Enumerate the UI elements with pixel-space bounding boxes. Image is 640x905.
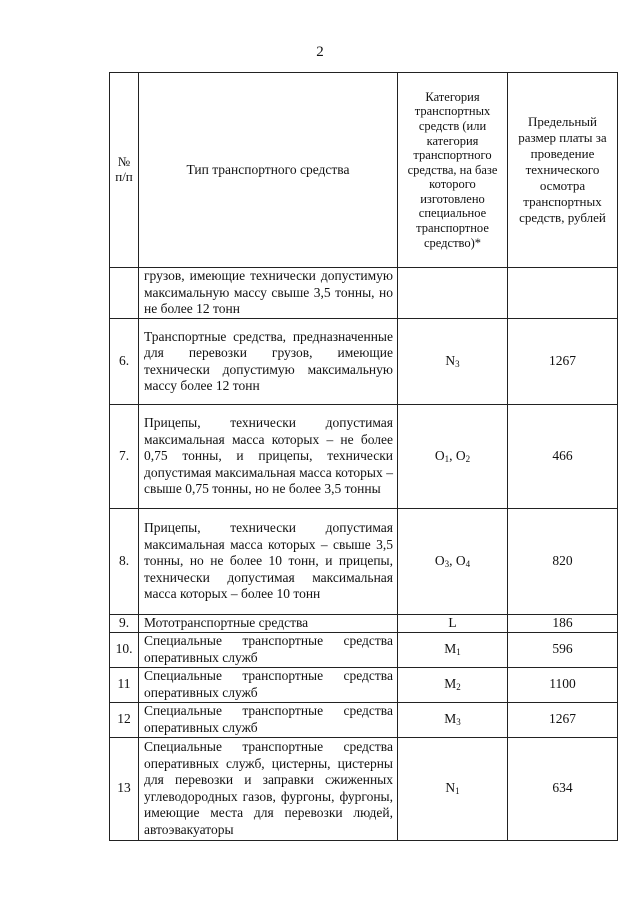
row-fee: 634 [508, 737, 618, 840]
row-number: 6. [110, 319, 139, 405]
category-letter: O [434, 553, 445, 569]
header-category: Категория транспортных средств (или категория транспортного средства, на базе которого изготовлено специальное транспортное средство)* [398, 73, 508, 268]
row-number: 12 [110, 702, 139, 737]
category-letter: M [444, 676, 457, 692]
row-number [110, 268, 139, 319]
table-body [110, 268, 618, 841]
row-number: 8. [110, 509, 139, 615]
category-subscript: 3 [455, 359, 460, 370]
category-subscript: 2 [456, 682, 461, 693]
row-category [398, 702, 508, 737]
table-row [110, 737, 618, 840]
category-subscript: 4 [465, 559, 471, 570]
row-category [398, 268, 508, 319]
category-letter: L [448, 615, 457, 630]
row-category [398, 737, 508, 840]
table-row [110, 268, 618, 319]
table-row [110, 319, 618, 405]
table-row [110, 509, 618, 615]
table-row [110, 632, 618, 667]
category-subscript: 1 [455, 786, 460, 797]
row-category [398, 667, 508, 702]
category-subscript: 3 [444, 559, 450, 570]
table-row [110, 615, 618, 633]
category-letter: O [455, 448, 466, 464]
row-number: 11 [110, 667, 139, 702]
row-number: 13 [110, 737, 139, 840]
row-fee: 466 [508, 405, 618, 509]
category-subscript: 2 [465, 454, 471, 465]
header-num: № п/п [110, 73, 139, 268]
row-category [398, 509, 508, 615]
row-category [398, 632, 508, 667]
header-fee: Предельный размер платы за проведение технического осмотра транспортных средств, рублей [508, 73, 618, 268]
row-fee: 186 [508, 615, 618, 633]
row-fee [508, 268, 618, 319]
category-subscript: 1 [456, 647, 461, 658]
page-number: 2 [316, 44, 324, 60]
row-vehicle-type: Транспортные средства, предназначенные для перевозки грузов, имеющие технически допустимую максимальную массу более 12 тонн [139, 319, 398, 405]
category-letter: M [444, 641, 457, 657]
category-subscript: 1 [444, 454, 450, 465]
category-letter: O [434, 448, 445, 464]
row-fee: 1267 [508, 702, 618, 737]
header-type: Тип транспортного средства [139, 73, 398, 268]
row-fee: 1267 [508, 319, 618, 405]
category-separator: , [449, 448, 456, 464]
row-vehicle-type: Мототранспортные средства [139, 615, 398, 633]
row-vehicle-type: Специальные транспортные средства оперативных служб [139, 632, 398, 667]
category-subscript: 3 [456, 717, 461, 728]
row-category [398, 319, 508, 405]
row-number: 10. [110, 632, 139, 667]
row-category [398, 405, 508, 509]
row-fee: 1100 [508, 667, 618, 702]
table-row [110, 702, 618, 737]
fee-table [109, 72, 618, 841]
table-header-row [110, 73, 618, 268]
row-fee: 820 [508, 509, 618, 615]
row-number: 9. [110, 615, 139, 633]
category-letter: O [455, 553, 466, 569]
table-row [110, 667, 618, 702]
row-vehicle-type: Прицепы, технически допустимая максимальная масса которых – свыше 3,5 тонны, но не более 10 тонн, и прицепы, технически допустимая максимальная масса которых – более 10 тонн [139, 509, 398, 615]
row-number: 7. [110, 405, 139, 509]
row-vehicle-type: Специальные транспортные средства оперативных служб, цистерны, цистерны для перевозки и заправки сжиженных углеводородных газов, фургоны, фургоны, имеющие места для перевозки людей, автоэвакуаторы [139, 737, 398, 840]
table-row [110, 405, 618, 509]
row-vehicle-type: Прицепы, технически допустимая максимальная масса которых – не более 0,75 тонны, и прицепы, технически допустимая максимальная масса которых – свыше 0,75 тонны, но не более 3,5 тонны [139, 405, 398, 509]
row-vehicle-type: Специальные транспортные средства оперативных служб [139, 702, 398, 737]
row-category [398, 615, 508, 633]
category-letter: N [445, 780, 456, 796]
category-letter: N [445, 353, 456, 369]
row-vehicle-type: Специальные транспортные средства оперативных служб [139, 667, 398, 702]
row-fee: 596 [508, 632, 618, 667]
category-letter: M [444, 711, 457, 727]
category-separator: , [449, 553, 456, 569]
row-vehicle-type: грузов, имеющие технически допустимую максимальную массу свыше 3,5 тонны, но не более 12 тонн [139, 268, 398, 319]
